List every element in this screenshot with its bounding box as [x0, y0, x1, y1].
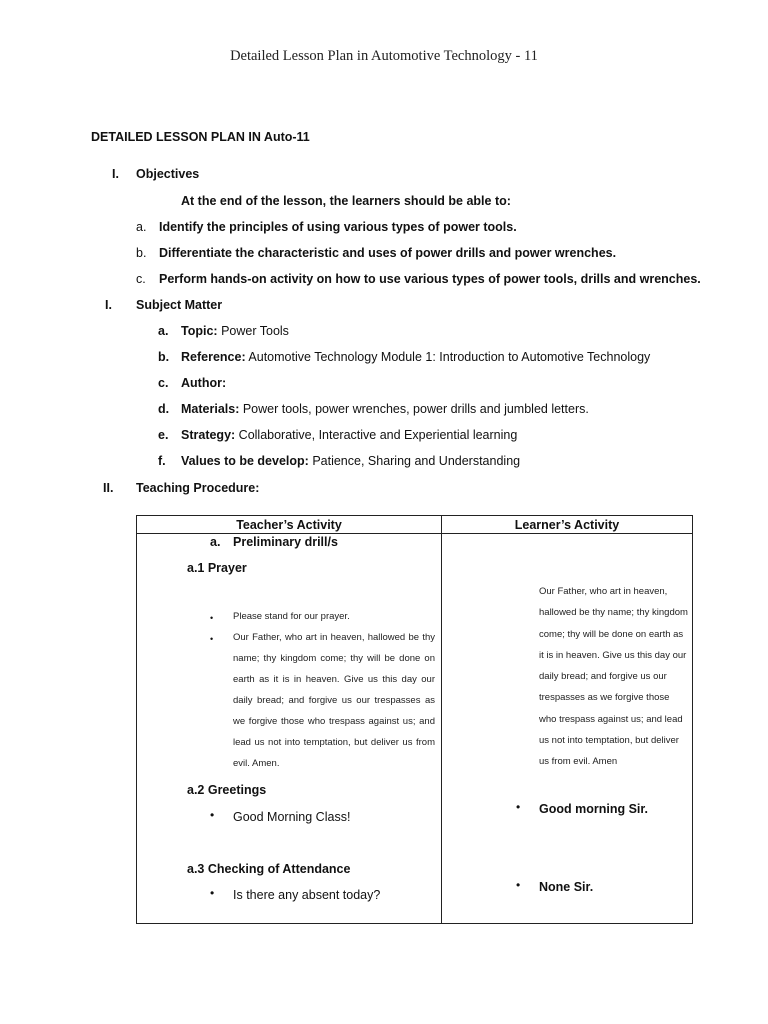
- subject-matter-value: Patience, Sharing and Understanding: [312, 454, 521, 468]
- subject-matter-value: Collaborative, Interactive and Experiential learning: [238, 428, 518, 442]
- teacher-activity-header: Teacher’s Activity: [137, 516, 442, 534]
- objectives-heading: Objectives: [136, 167, 200, 181]
- subject-matter-item: [158, 324, 718, 342]
- objectives-section-number: I.: [112, 167, 119, 181]
- subject-matter-item: [158, 428, 718, 446]
- prayer-text: Our Father, who art in heaven, hallowed be thy name; thy kingdom come; thy will be done on earth as it is in heaven. Give us this day our daily bread; and forgive us our trespasses as we forgive those who trespass against us; and lead us not into temptation, but deliver us from evil. Amen.: [233, 632, 435, 769]
- teaching-procedure-section-number: II.: [103, 481, 114, 495]
- learner-activity-header: Learner’s Activity: [442, 516, 693, 534]
- learner-activity-cell: [442, 534, 693, 924]
- subject-matter-key: Reference:: [181, 350, 246, 364]
- activity-table-header-row: [137, 516, 693, 534]
- objective-item: [136, 246, 736, 264]
- prayer-instruction: Please stand for our prayer.: [233, 611, 350, 622]
- subject-matter-value: Power Tools: [221, 324, 289, 338]
- subject-matter-item: [158, 454, 718, 472]
- prayer-title: a.1 Prayer: [187, 561, 247, 575]
- bullet-icon: •: [210, 808, 215, 822]
- drill-title: Preliminary drill/s: [233, 535, 338, 549]
- objective-label: a.: [136, 220, 147, 234]
- subject-matter-key: Topic:: [181, 324, 218, 338]
- objectives-intro: At the end of the lesson, the learners should be able to:: [181, 194, 511, 208]
- greetings-text: Good Morning Class!: [233, 810, 351, 824]
- bullet-icon: •: [210, 613, 214, 623]
- learner-prayer-response: Our Father, who art in heaven, hallowed be thy name; thy kingdom come; thy will be done on earth as it is in heaven. Give us this day our daily bread; and forgive us our trespasses as we forgive those who trespass against us; and lead us not into temptation, but deliver us from evil. Amen: [539, 586, 688, 768]
- drill-label: a.: [210, 535, 221, 549]
- subject-matter-item: [158, 376, 718, 394]
- subject-matter-label: c.: [158, 376, 169, 390]
- subject-matter-label: f.: [158, 454, 166, 468]
- document-title: DETAILED LESSON PLAN IN Auto-11: [91, 130, 310, 144]
- objective-item: [136, 220, 736, 238]
- subject-matter-key: Strategy:: [181, 428, 236, 442]
- subject-matter-item: [158, 350, 718, 368]
- subject-matter-key: Values to be develop:: [181, 454, 309, 468]
- subject-matter-section-number: I.: [105, 298, 112, 312]
- learner-attendance-response: None Sir.: [539, 880, 594, 894]
- subject-matter-item: [158, 402, 718, 420]
- subject-matter-label: a.: [158, 324, 169, 338]
- teacher-activity-cell: [137, 534, 442, 924]
- subject-matter-value: Automotive Technology Module 1: Introduction to Automotive Technology: [248, 350, 651, 364]
- attendance-question: Is there any absent today?: [233, 888, 381, 902]
- objective-text: Perform hands-on activity on how to use various types of power tools, drills and wrenches.: [159, 272, 701, 286]
- bullet-icon: •: [516, 878, 521, 892]
- greetings-title: a.2 Greetings: [187, 783, 267, 797]
- activity-table: [136, 515, 693, 924]
- learner-greeting-response: Good morning Sir.: [539, 802, 649, 816]
- objective-label: b.: [136, 246, 147, 260]
- subject-matter-heading: Subject Matter: [136, 298, 223, 312]
- teaching-procedure-heading: Teaching Procedure:: [136, 481, 260, 495]
- bullet-icon: •: [210, 634, 214, 644]
- objective-text: Identify the principles of using various types of power tools.: [159, 220, 517, 234]
- objective-item: [136, 272, 736, 290]
- bullet-icon: •: [210, 886, 215, 900]
- subject-matter-key: Author:: [181, 376, 227, 390]
- subject-matter-label: b.: [158, 350, 170, 364]
- objective-text: Differentiate the characteristic and uses of power drills and power wrenches.: [159, 246, 617, 260]
- objective-label: c.: [136, 272, 146, 286]
- activity-table-row: [137, 534, 693, 924]
- bullet-icon: •: [516, 800, 521, 814]
- subject-matter-key: Materials:: [181, 402, 240, 416]
- page-header: Detailed Lesson Plan in Automotive Technology - 11: [230, 48, 538, 64]
- subject-matter-value: Power tools, power wrenches, power drills and jumbled letters.: [242, 402, 589, 416]
- subject-matter-label: e.: [158, 428, 169, 442]
- subject-matter-label: d.: [158, 402, 170, 416]
- attendance-title: a.3 Checking of Attendance: [187, 862, 351, 876]
